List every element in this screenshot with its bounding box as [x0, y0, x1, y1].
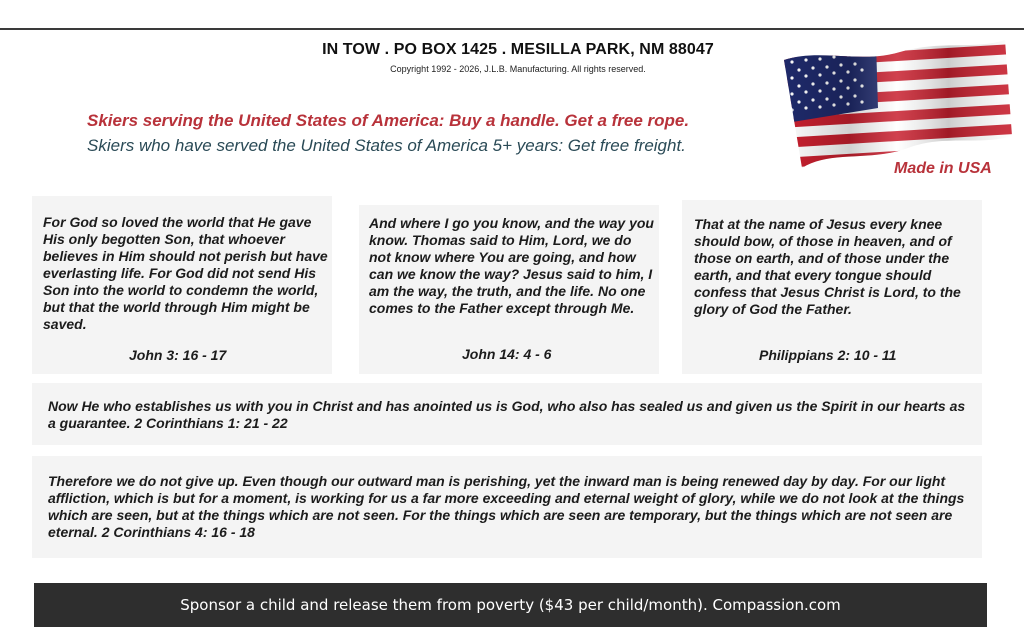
- verse-text: And where I go you know, and the way you know. Thomas said to Him, Lord, we do not know where You are going, and how can we know the way? Jesus said to him, I am the way, the truth, and the life. No one comes to the Father except through Me.: [369, 215, 654, 316]
- compassion-sponsor-banner[interactable]: Sponsor a child and release them from poverty ($43 per child/month). Compassion.com: [34, 583, 987, 627]
- verse-card-philippians-2: [682, 200, 982, 374]
- verse-card-john-14: [359, 205, 659, 374]
- us-flag-icon: [780, 38, 1014, 172]
- verse-reference: John 14: 4 - 6: [462, 346, 552, 362]
- verse-text: That at the name of Jesus every knee should bow, of those in heaven, and of those on earth, and of those under the earth, and that every tongue should confess that Jesus Christ is Lord, to the glory of God the Father.: [694, 216, 961, 317]
- copyright-notice: Copyright 1992 - 2026, J.L.B. Manufacturing. All rights reserved.: [390, 64, 646, 74]
- promo-active-duty: Skiers serving the United States of America: Buy a handle. Get a free rope.: [87, 111, 690, 130]
- verse-card-2-corinthians-1: [32, 383, 982, 445]
- verse-card-john-3: [32, 196, 332, 374]
- verse-reference: John 3: 16 - 17: [129, 347, 227, 363]
- verse-reference: Philippians 2: 10 - 11: [759, 347, 897, 363]
- header-divider: [0, 28, 1024, 30]
- verse-text: Now He who establishes us with you in Christ and has anointed us is God, who also has sealed us and given us the Spirit in our hearts as a guarantee. 2 Corinthians 1: 21 - 22: [48, 398, 966, 431]
- promo-veterans: Skiers who have served the United States of America 5+ years: Get free freight.: [87, 136, 686, 155]
- verse-card-2-corinthians-4: [32, 456, 982, 558]
- made-in-usa-label: Made in USA: [894, 160, 992, 177]
- company-address: IN TOW . PO BOX 1425 . MESILLA PARK, NM 88047: [322, 41, 714, 58]
- verse-text: Therefore we do not give up. Even though our outward man is perishing, yet the inward man is being renewed day by day. For our light affliction, which is but for a moment, is working for us a far more exceeding and eternal weight of glory, while we do not look at the things which are seen, but at the things which are not seen. For the things which are seen are temporary, but the things which are not seen are eternal. 2 Corinthians 4: 16 - 18: [48, 473, 965, 540]
- verse-text: For God so loved the world that He gave His only begotten Son, that whoever believes in Him should not perish but have everlasting life. For God did not send His Son into the world to condemn the world, but that the world through Him might be saved.: [43, 214, 328, 332]
